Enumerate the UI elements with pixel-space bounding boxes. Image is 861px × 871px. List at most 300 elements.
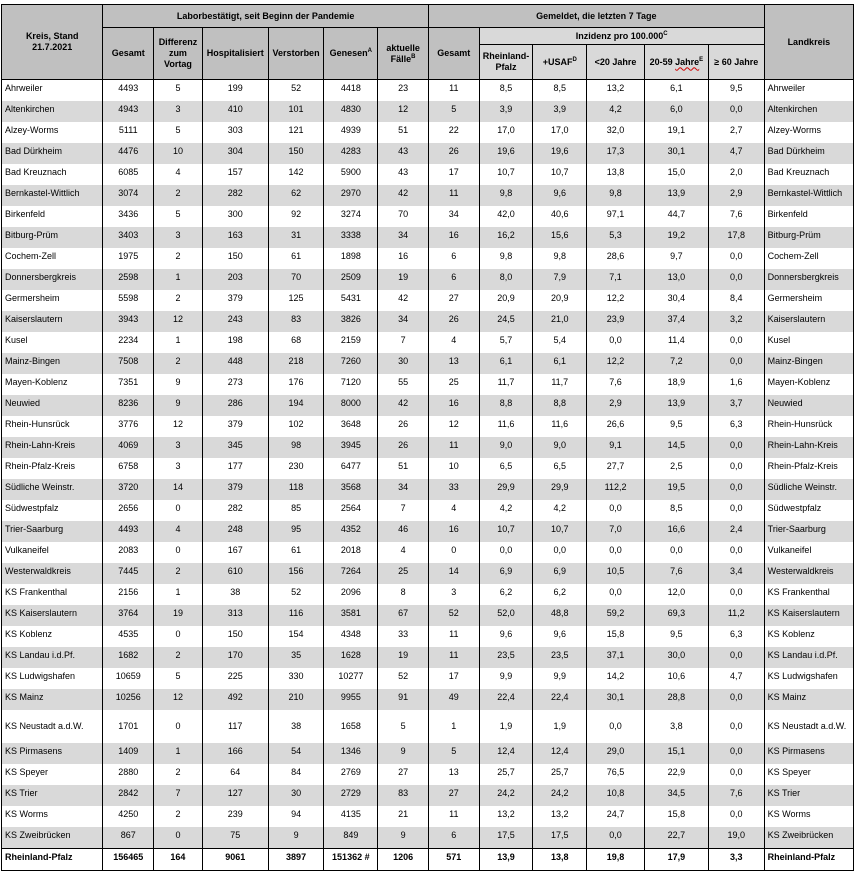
cell-gesamt-7-tage: 4 <box>428 500 479 521</box>
cell-gesamt-7-tage: 34 <box>428 206 479 227</box>
cell-landkreis: Bernkastel-Wittlich <box>764 185 853 206</box>
header-genesen <box>324 28 378 80</box>
cell-inzidenz-20-59: 3,8 <box>644 710 708 743</box>
table-row <box>2 500 854 521</box>
cell-inzidenz-unter-20: 9,1 <box>587 437 645 458</box>
cell-gesamt-7-tage: 27 <box>428 785 479 806</box>
cell-gesamt: 3436 <box>103 206 154 227</box>
cell-inzidenz-usaf: 20,9 <box>533 290 587 311</box>
cell-differenz: 3 <box>154 437 203 458</box>
cell-gesamt: 1409 <box>103 743 154 764</box>
table-row <box>2 416 854 437</box>
cell-gesamt: 10256 <box>103 689 154 710</box>
cell-gesamt: 2598 <box>103 269 154 290</box>
cell-inzidenz-20-59: 19,2 <box>644 227 708 248</box>
header-usaf-label: +USAF <box>542 56 573 67</box>
table-row <box>2 437 854 458</box>
cell-kreis: Südwestpfalz <box>2 500 103 521</box>
cell-differenz: 5 <box>154 122 203 143</box>
cell-inzidenz-usaf: 19,6 <box>533 143 587 164</box>
header-date: 21.7.2021 <box>32 42 73 52</box>
cell-inzidenz-20-59: 11,4 <box>644 332 708 353</box>
cell-landkreis: Birkenfeld <box>764 206 853 227</box>
cell-genesen: 7120 <box>324 374 378 395</box>
cell-genesen: 151362 # <box>324 849 378 871</box>
cell-differenz: 3 <box>154 101 203 122</box>
table-row <box>2 290 854 311</box>
cell-landkreis: KS Kaiserslautern <box>764 605 853 626</box>
cell-gesamt-7-tage: 26 <box>428 311 479 332</box>
cell-gesamt: 3403 <box>103 227 154 248</box>
cell-inzidenz-unter-20: 10,8 <box>587 785 645 806</box>
cell-genesen: 7264 <box>324 563 378 584</box>
table-row <box>2 689 854 710</box>
cell-inzidenz-unter-20: 32,0 <box>587 122 645 143</box>
cell-gesamt-7-tage: 17 <box>428 164 479 185</box>
cell-inzidenz-rlp: 9,6 <box>479 626 533 647</box>
cell-gesamt-7-tage: 6 <box>428 827 479 849</box>
cell-inzidenz-ab-60: 3,4 <box>708 563 764 584</box>
cell-gesamt: 4535 <box>103 626 154 647</box>
cell-inzidenz-ab-60: 0,0 <box>708 764 764 785</box>
table-row <box>2 584 854 605</box>
cell-verstorben: 3897 <box>268 849 324 871</box>
cell-aktuelle-faelle: 70 <box>378 206 429 227</box>
cell-inzidenz-usaf: 12,4 <box>533 743 587 764</box>
cell-differenz: 0 <box>154 626 203 647</box>
cell-inzidenz-rlp: 8,5 <box>479 80 533 102</box>
header-usaf <box>533 45 587 80</box>
cell-inzidenz-ab-60: 0,0 <box>708 542 764 563</box>
cell-gesamt: 4493 <box>103 80 154 102</box>
cell-inzidenz-20-59: 19,1 <box>644 122 708 143</box>
cell-gesamt-7-tage: 49 <box>428 689 479 710</box>
cell-landkreis: Südliche Weinstr. <box>764 479 853 500</box>
cell-inzidenz-usaf: 0,0 <box>533 542 587 563</box>
cell-verstorben: 98 <box>268 437 324 458</box>
cell-gesamt-7-tage: 4 <box>428 332 479 353</box>
cell-landkreis: KS Zweibrücken <box>764 827 853 849</box>
table-row <box>2 764 854 785</box>
cell-aktuelle-faelle: 9 <box>378 743 429 764</box>
cell-inzidenz-unter-20: 7,6 <box>587 374 645 395</box>
cell-inzidenz-usaf: 8,8 <box>533 395 587 416</box>
table-row <box>2 521 854 542</box>
cell-inzidenz-usaf: 6,2 <box>533 584 587 605</box>
cell-inzidenz-rlp: 11,7 <box>479 374 533 395</box>
table-row <box>2 101 854 122</box>
cell-inzidenz-ab-60: 0,0 <box>708 647 764 668</box>
cell-hospitalisiert: 203 <box>202 269 268 290</box>
cell-genesen: 1658 <box>324 710 378 743</box>
cell-landkreis: Bad Kreuznach <box>764 164 853 185</box>
cell-hospitalisiert: 448 <box>202 353 268 374</box>
cell-inzidenz-unter-20: 0,0 <box>587 500 645 521</box>
cell-inzidenz-20-59: 14,5 <box>644 437 708 458</box>
cell-inzidenz-rlp: 9,8 <box>479 185 533 206</box>
cell-verstorben: 61 <box>268 542 324 563</box>
cell-inzidenz-20-59: 6,1 <box>644 80 708 102</box>
cell-verstorben: 68 <box>268 332 324 353</box>
cell-aktuelle-faelle: 46 <box>378 521 429 542</box>
cell-differenz: 2 <box>154 647 203 668</box>
cell-genesen: 1346 <box>324 743 378 764</box>
cell-gesamt: 2842 <box>103 785 154 806</box>
cell-inzidenz-rlp: 13,2 <box>479 806 533 827</box>
cell-differenz: 2 <box>154 248 203 269</box>
cell-inzidenz-rlp: 24,2 <box>479 785 533 806</box>
cell-inzidenz-usaf: 9,0 <box>533 437 587 458</box>
cell-aktuelle-faelle: 33 <box>378 626 429 647</box>
table-row <box>2 827 854 849</box>
cell-gesamt: 6758 <box>103 458 154 479</box>
cell-inzidenz-rlp: 6,2 <box>479 584 533 605</box>
cell-inzidenz-unter-20: 4,2 <box>587 101 645 122</box>
cell-landkreis: Kusel <box>764 332 853 353</box>
cell-gesamt-7-tage: 10 <box>428 458 479 479</box>
cell-inzidenz-usaf: 11,7 <box>533 374 587 395</box>
cell-genesen: 3581 <box>324 605 378 626</box>
cell-inzidenz-rlp: 20,9 <box>479 290 533 311</box>
cell-hospitalisiert: 177 <box>202 458 268 479</box>
cell-inzidenz-ab-60: 1,6 <box>708 374 764 395</box>
cell-inzidenz-usaf: 9,8 <box>533 248 587 269</box>
cell-inzidenz-ab-60: 3,2 <box>708 311 764 332</box>
cell-kreis: Trier-Saarburg <box>2 521 103 542</box>
cell-inzidenz-unter-20: 29,0 <box>587 743 645 764</box>
cell-inzidenz-unter-20: 7,1 <box>587 269 645 290</box>
cell-verstorben: 102 <box>268 416 324 437</box>
cell-inzidenz-rlp: 8,8 <box>479 395 533 416</box>
cell-hospitalisiert: 410 <box>202 101 268 122</box>
cell-inzidenz-20-59: 30,1 <box>644 143 708 164</box>
cell-inzidenz-unter-20: 23,9 <box>587 311 645 332</box>
cell-inzidenz-rlp: 19,6 <box>479 143 533 164</box>
cell-kreis: Kusel <box>2 332 103 353</box>
cell-genesen: 3945 <box>324 437 378 458</box>
cell-genesen: 9955 <box>324 689 378 710</box>
cell-kreis: Cochem-Zell <box>2 248 103 269</box>
cell-genesen: 2970 <box>324 185 378 206</box>
cell-kreis: KS Trier <box>2 785 103 806</box>
cell-differenz: 2 <box>154 764 203 785</box>
cell-inzidenz-rlp: 13,9 <box>479 849 533 871</box>
cell-genesen: 1898 <box>324 248 378 269</box>
cell-hospitalisiert: 38 <box>202 584 268 605</box>
cell-inzidenz-unter-20: 17,3 <box>587 143 645 164</box>
footnote-marker-c: C <box>663 30 668 37</box>
cell-differenz: 9 <box>154 395 203 416</box>
cell-inzidenz-ab-60: 0,0 <box>708 332 764 353</box>
cell-genesen: 8000 <box>324 395 378 416</box>
cell-inzidenz-usaf: 17,0 <box>533 122 587 143</box>
cell-gesamt: 2656 <box>103 500 154 521</box>
cell-inzidenz-20-59: 17,9 <box>644 849 708 871</box>
cell-hospitalisiert: 273 <box>202 374 268 395</box>
cell-aktuelle-faelle: 55 <box>378 374 429 395</box>
cell-kreis: KS Neustadt a.d.W. <box>2 710 103 743</box>
cell-aktuelle-faelle: 5 <box>378 710 429 743</box>
cell-inzidenz-20-59: 28,8 <box>644 689 708 710</box>
header-group-laborbestaetigt: Laborbestätigt, seit Beginn der Pandemie <box>103 5 429 28</box>
cell-landkreis: Donnersbergkreis <box>764 269 853 290</box>
cell-aktuelle-faelle: 21 <box>378 806 429 827</box>
cell-inzidenz-usaf: 24,2 <box>533 785 587 806</box>
cell-hospitalisiert: 166 <box>202 743 268 764</box>
cell-inzidenz-unter-20: 0,0 <box>587 542 645 563</box>
cell-verstorben: 84 <box>268 764 324 785</box>
cell-inzidenz-20-59: 13,9 <box>644 185 708 206</box>
cell-aktuelle-faelle: 7 <box>378 332 429 353</box>
cell-landkreis: Trier-Saarburg <box>764 521 853 542</box>
cell-verstorben: 154 <box>268 626 324 647</box>
cell-gesamt-7-tage: 571 <box>428 849 479 871</box>
cell-inzidenz-20-59: 15,8 <box>644 806 708 827</box>
cell-genesen: 2769 <box>324 764 378 785</box>
table-header <box>2 5 854 80</box>
header-inzidenz-label: Inzidenz pro 100.000 <box>575 30 664 41</box>
cell-differenz: 0 <box>154 827 203 849</box>
cell-inzidenz-ab-60: 0,0 <box>708 806 764 827</box>
cell-inzidenz-unter-20: 9,8 <box>587 185 645 206</box>
cell-gesamt-7-tage: 0 <box>428 542 479 563</box>
cell-kreis: Rheinland-Pfalz <box>2 849 103 871</box>
cell-inzidenz-rlp: 9,8 <box>479 248 533 269</box>
cell-inzidenz-20-59: 13,9 <box>644 395 708 416</box>
cell-inzidenz-ab-60: 19,0 <box>708 827 764 849</box>
cell-inzidenz-usaf: 4,2 <box>533 500 587 521</box>
cell-inzidenz-20-59: 15,1 <box>644 743 708 764</box>
cell-kreis: Rhein-Pfalz-Kreis <box>2 458 103 479</box>
cell-inzidenz-unter-20: 0,0 <box>587 710 645 743</box>
cell-inzidenz-unter-20: 12,2 <box>587 290 645 311</box>
cell-gesamt-7-tage: 6 <box>428 269 479 290</box>
cell-differenz: 19 <box>154 605 203 626</box>
cell-genesen: 4283 <box>324 143 378 164</box>
cell-inzidenz-unter-20: 10,5 <box>587 563 645 584</box>
cell-kreis: Alzey-Worms <box>2 122 103 143</box>
cell-inzidenz-usaf: 23,5 <box>533 647 587 668</box>
cell-verstorben: 95 <box>268 521 324 542</box>
table-row <box>2 227 854 248</box>
table-row <box>2 311 854 332</box>
cell-hospitalisiert: 286 <box>202 395 268 416</box>
cell-verstorben: 85 <box>268 500 324 521</box>
cell-inzidenz-ab-60: 0,0 <box>708 269 764 290</box>
header-landkreis: Landkreis <box>764 5 853 80</box>
cell-differenz: 5 <box>154 668 203 689</box>
header-kreis-label: Kreis, Stand <box>25 31 79 41</box>
header-aktuelle-faelle <box>378 28 429 80</box>
cell-verstorben: 218 <box>268 353 324 374</box>
table-row <box>2 248 854 269</box>
cell-inzidenz-usaf: 25,7 <box>533 764 587 785</box>
cell-aktuelle-faelle: 23 <box>378 80 429 102</box>
table-row <box>2 743 854 764</box>
cell-hospitalisiert: 157 <box>202 164 268 185</box>
cell-kreis: Bad Dürkheim <box>2 143 103 164</box>
cell-kreis: Kaiserslautern <box>2 311 103 332</box>
cell-landkreis: KS Speyer <box>764 764 853 785</box>
cell-landkreis: KS Trier <box>764 785 853 806</box>
cell-aktuelle-faelle: 52 <box>378 668 429 689</box>
cell-verstorben: 52 <box>268 80 324 102</box>
cell-landkreis: KS Landau i.d.Pf. <box>764 647 853 668</box>
cell-inzidenz-unter-20: 7,0 <box>587 521 645 542</box>
cell-differenz: 4 <box>154 164 203 185</box>
cell-differenz: 0 <box>154 710 203 743</box>
cell-differenz: 12 <box>154 416 203 437</box>
cell-landkreis: KS Neustadt a.d.W. <box>764 710 853 743</box>
cell-inzidenz-rlp: 10,7 <box>479 521 533 542</box>
cell-aktuelle-faelle: 26 <box>378 437 429 458</box>
cell-inzidenz-ab-60: 11,2 <box>708 605 764 626</box>
cell-differenz: 2 <box>154 806 203 827</box>
cell-inzidenz-20-59: 7,6 <box>644 563 708 584</box>
table-row <box>2 353 854 374</box>
cell-inzidenz-rlp: 1,9 <box>479 710 533 743</box>
table-row <box>2 80 854 102</box>
cell-landkreis: Neuwied <box>764 395 853 416</box>
table-row <box>2 164 854 185</box>
cell-landkreis: Mayen-Koblenz <box>764 374 853 395</box>
cell-inzidenz-rlp: 23,5 <box>479 647 533 668</box>
cell-inzidenz-rlp: 25,7 <box>479 764 533 785</box>
cell-landkreis: Ahrweiler <box>764 80 853 102</box>
cell-gesamt-7-tage: 26 <box>428 143 479 164</box>
cell-hospitalisiert: 150 <box>202 248 268 269</box>
cell-kreis: Bitburg-Prüm <box>2 227 103 248</box>
cell-inzidenz-20-59: 22,9 <box>644 764 708 785</box>
cell-kreis: KS Koblenz <box>2 626 103 647</box>
cell-aktuelle-faelle: 1206 <box>378 849 429 871</box>
header-gesamt: Gesamt <box>103 28 154 80</box>
cell-differenz: 7 <box>154 785 203 806</box>
covid-district-table <box>1 4 854 871</box>
cell-gesamt: 3764 <box>103 605 154 626</box>
cell-differenz: 5 <box>154 80 203 102</box>
cell-inzidenz-usaf: 13,8 <box>533 849 587 871</box>
header-20-59-prefix: 20-59 <box>649 56 676 67</box>
cell-differenz: 3 <box>154 458 203 479</box>
cell-inzidenz-unter-20: 37,1 <box>587 647 645 668</box>
cell-hospitalisiert: 167 <box>202 542 268 563</box>
cell-aktuelle-faelle: 7 <box>378 500 429 521</box>
cell-inzidenz-ab-60: 7,6 <box>708 206 764 227</box>
cell-inzidenz-rlp: 17,0 <box>479 122 533 143</box>
cell-inzidenz-ab-60: 6,3 <box>708 626 764 647</box>
cell-inzidenz-usaf: 10,7 <box>533 164 587 185</box>
cell-genesen: 2729 <box>324 785 378 806</box>
cell-gesamt: 7351 <box>103 374 154 395</box>
cell-inzidenz-usaf: 17,5 <box>533 827 587 849</box>
cell-inzidenz-usaf: 5,4 <box>533 332 587 353</box>
cell-landkreis: KS Mainz <box>764 689 853 710</box>
cell-kreis: Ahrweiler <box>2 80 103 102</box>
cell-differenz: 2 <box>154 353 203 374</box>
cell-kreis: Birkenfeld <box>2 206 103 227</box>
cell-genesen: 3648 <box>324 416 378 437</box>
cell-gesamt: 1975 <box>103 248 154 269</box>
cell-hospitalisiert: 239 <box>202 806 268 827</box>
cell-verstorben: 30 <box>268 785 324 806</box>
cell-hospitalisiert: 379 <box>202 290 268 311</box>
cell-verstorben: 35 <box>268 647 324 668</box>
cell-inzidenz-usaf: 21,0 <box>533 311 587 332</box>
cell-gesamt: 4493 <box>103 521 154 542</box>
cell-inzidenz-ab-60: 3,3 <box>708 849 764 871</box>
cell-kreis: KS Mainz <box>2 689 103 710</box>
cell-gesamt-7-tage: 13 <box>428 353 479 374</box>
cell-differenz: 2 <box>154 563 203 584</box>
cell-verstorben: 150 <box>268 143 324 164</box>
header-rheinland-pfalz: Rheinland-Pfalz <box>479 45 533 80</box>
table-row <box>2 563 854 584</box>
cell-inzidenz-usaf: 48,8 <box>533 605 587 626</box>
table-row <box>2 143 854 164</box>
cell-hospitalisiert: 199 <box>202 80 268 102</box>
cell-inzidenz-ab-60: 2,0 <box>708 164 764 185</box>
cell-kreis: KS Zweibrücken <box>2 827 103 849</box>
cell-verstorben: 101 <box>268 101 324 122</box>
footnote-marker-a: A <box>367 48 373 54</box>
cell-gesamt-7-tage: 13 <box>428 764 479 785</box>
cell-differenz: 1 <box>154 584 203 605</box>
cell-inzidenz-ab-60: 0,0 <box>708 353 764 374</box>
cell-gesamt: 2156 <box>103 584 154 605</box>
cell-inzidenz-unter-20: 13,8 <box>587 164 645 185</box>
cell-genesen: 2096 <box>324 584 378 605</box>
cell-landkreis: Alzey-Worms <box>764 122 853 143</box>
cell-kreis: KS Pirmasens <box>2 743 103 764</box>
cell-gesamt: 10659 <box>103 668 154 689</box>
cell-differenz: 2 <box>154 290 203 311</box>
cell-gesamt-7-tage: 5 <box>428 101 479 122</box>
cell-gesamt-7-tage: 11 <box>428 437 479 458</box>
cell-inzidenz-ab-60: 3,7 <box>708 395 764 416</box>
cell-aktuelle-faelle: 51 <box>378 458 429 479</box>
header-verstorben: Verstorben <box>268 28 324 80</box>
cell-inzidenz-ab-60: 0,0 <box>708 500 764 521</box>
cell-verstorben: 116 <box>268 605 324 626</box>
cell-landkreis: Rhein-Pfalz-Kreis <box>764 458 853 479</box>
cell-gesamt: 4476 <box>103 143 154 164</box>
cell-inzidenz-rlp: 11,6 <box>479 416 533 437</box>
cell-genesen: 3568 <box>324 479 378 500</box>
cell-inzidenz-rlp: 9,0 <box>479 437 533 458</box>
cell-inzidenz-rlp: 10,7 <box>479 164 533 185</box>
cell-hospitalisiert: 492 <box>202 689 268 710</box>
cell-inzidenz-20-59: 34,5 <box>644 785 708 806</box>
cell-inzidenz-unter-20: 76,5 <box>587 764 645 785</box>
cell-genesen: 1628 <box>324 647 378 668</box>
cell-aktuelle-faelle: 67 <box>378 605 429 626</box>
cell-hospitalisiert: 127 <box>202 785 268 806</box>
cell-differenz: 0 <box>154 542 203 563</box>
cell-aktuelle-faelle: 91 <box>378 689 429 710</box>
cell-aktuelle-faelle: 4 <box>378 542 429 563</box>
cell-inzidenz-rlp: 22,4 <box>479 689 533 710</box>
cell-gesamt-7-tage: 16 <box>428 521 479 542</box>
cell-verstorben: 121 <box>268 122 324 143</box>
cell-verstorben: 194 <box>268 395 324 416</box>
footnote-marker-d: D <box>572 56 577 63</box>
cell-differenz: 5 <box>154 206 203 227</box>
cell-gesamt-7-tage: 22 <box>428 122 479 143</box>
cell-hospitalisiert: 64 <box>202 764 268 785</box>
cell-inzidenz-rlp: 12,4 <box>479 743 533 764</box>
cell-landkreis: Germersheim <box>764 290 853 311</box>
